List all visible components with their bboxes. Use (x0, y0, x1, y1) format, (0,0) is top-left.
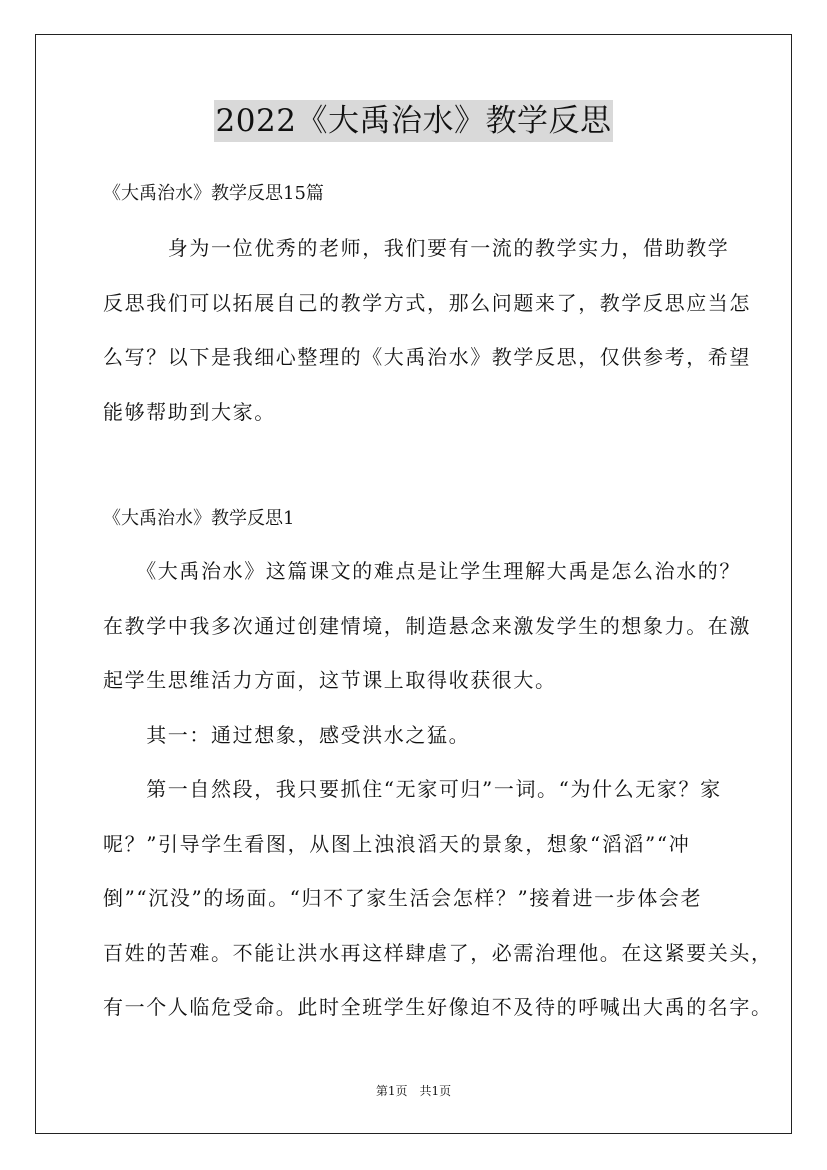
body-text (103, 544, 773, 1035)
body-line: 呢？”引导学生看图，从图上浊浪滔天的景象，想象“滔滔”“冲 (103, 831, 691, 856)
document-subtitle: 《大禹治水》教学反思15篇 (103, 183, 324, 204)
body-line: 《大禹治水》这篇课文的难点是让学生理解大禹是怎么治水的？ (103, 559, 741, 583)
body-line: 其一：通过想象，感受洪水之猛。 (103, 722, 471, 747)
document-title: 2022《大禹治水》教学反思 (214, 100, 614, 142)
section-heading: 《大禹治水》教学反思1 (103, 508, 295, 529)
body-line: 在教学中我多次通过创建情境，制造悬念来激发学生的想象力。在激 (103, 613, 751, 638)
body-line: 百姓的苦难。不能让洪水再这样肆虐了，必需治理他。在这紧要关头， (103, 940, 773, 965)
title-container (0, 100, 827, 142)
body-line: 第一自然段，我只要抓住“无家可归”一词。“为什么无家？家 (103, 777, 722, 801)
page-footer: 第1页 共1页 (375, 1084, 452, 1098)
body-line: 有一个人临危受命。此时全班学生好像迫不及待的呼喊出大禹的名字。 (103, 995, 773, 1019)
intro-line: 反思我们可以拓展自己的教学方式，那么问题来了，教学反思应当怎 (103, 290, 751, 315)
body-line: 起学生思维活力方面，这节课上取得收获很大。 (103, 668, 557, 692)
intro-line: 身为一位优秀的老师，我们要有一流的教学实力，借助教学 (103, 236, 730, 260)
intro-paragraph (103, 221, 751, 439)
body-line: 倒”“沉没”的场面。“归不了家生活会怎样？”接着进一步体会老 (103, 886, 703, 910)
intro-line: 能够帮助到大家。 (103, 399, 276, 424)
intro-line: 么写？以下是我细心整理的《大禹治水》教学反思，仅供参考，希望 (103, 345, 751, 369)
